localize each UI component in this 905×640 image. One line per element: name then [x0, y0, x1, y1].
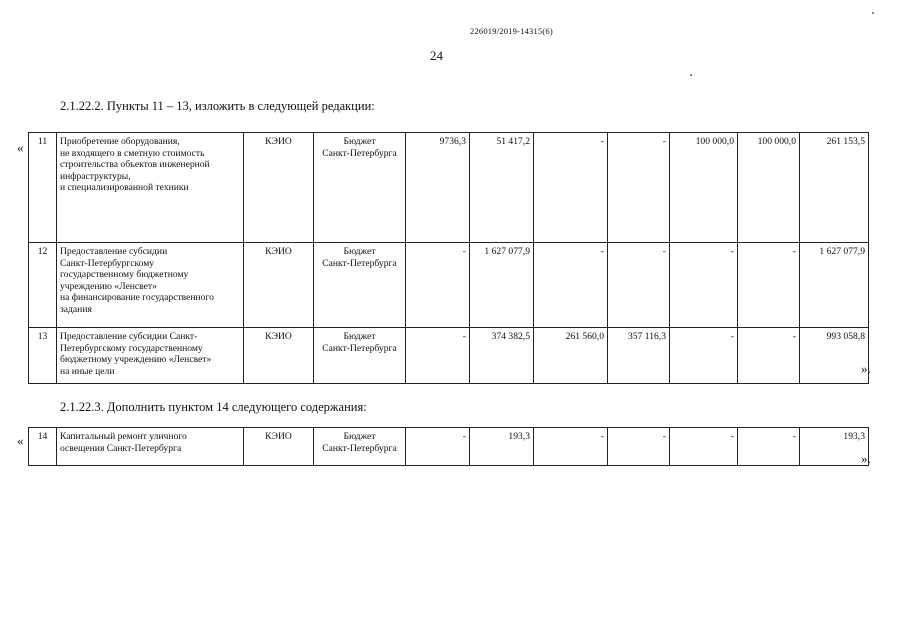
table-row: [29, 428, 869, 466]
value-cell: 1 627 077,9: [470, 243, 534, 328]
value-cell: 261 560,0: [534, 328, 608, 384]
value-cell: -: [670, 428, 738, 466]
page-number: 24: [430, 48, 443, 63]
value-cell: -: [608, 428, 670, 466]
item-name: Предоставление субсидии Санкт- Петербургскому государственному бюджетному учреждению «Ленсвет» на иные цели: [57, 328, 244, 384]
item-source: Бюджет Санкт-Петербурга: [314, 328, 406, 384]
item-name: Приобретение оборудования, не входящего в сметную стоимость строительства объектов инженерной инфраструктуры, и специализированной техники: [57, 133, 244, 243]
value-cell: 357 116,3: [608, 328, 670, 384]
scan-speck: [872, 12, 874, 14]
value-cell: -: [406, 328, 470, 384]
value-cell: 51 417,2: [470, 133, 534, 243]
item-number: 11: [29, 133, 57, 243]
item-executor: КЭИО: [244, 133, 314, 243]
section-heading-2-1-22-3: 2.1.22.3. Дополнить пунктом 14 следующего содержания:: [60, 400, 367, 414]
scan-speck: [690, 74, 692, 76]
total-cell: 1 627 077,9: [800, 243, 869, 328]
open-quote: «: [17, 140, 24, 155]
item-source: Бюджет Санкт-Петербурга: [314, 243, 406, 328]
value-cell: 193,3: [470, 428, 534, 466]
value-cell: 100 000,0: [738, 133, 800, 243]
program-table-items-11-13: [28, 132, 869, 384]
item-name: Капитальный ремонт уличного освещения Санкт-Петербурга: [57, 428, 244, 466]
value-cell: -: [608, 243, 670, 328]
value-cell: -: [534, 133, 608, 243]
value-cell: -: [534, 243, 608, 328]
table-row: [29, 133, 869, 243]
value-cell: -: [406, 243, 470, 328]
value-cell: 374 382,5: [470, 328, 534, 384]
value-cell: 9736,3: [406, 133, 470, 243]
value-cell: -: [738, 243, 800, 328]
table-row: [29, 243, 869, 328]
value-cell: -: [670, 328, 738, 384]
item-name: Предоставление субсидии Санкт-Петербургскому государственному бюджетному учреждению «Ленсвет» на финансирование государственного задания: [57, 243, 244, 328]
total-cell: 193,3: [800, 428, 869, 466]
value-cell: -: [406, 428, 470, 466]
item-executor: КЭИО: [244, 428, 314, 466]
program-table-item-14: [28, 427, 869, 466]
close-quote: ».: [861, 361, 871, 376]
item-number: 14: [29, 428, 57, 466]
value-cell: 100 000,0: [670, 133, 738, 243]
value-cell: -: [534, 428, 608, 466]
document-id: 226019/2019-14315(6): [470, 26, 553, 36]
total-cell: 993 058,8: [800, 328, 869, 384]
item-source: Бюджет Санкт-Петербурга: [314, 428, 406, 466]
item-number: 12: [29, 243, 57, 328]
value-cell: -: [608, 133, 670, 243]
section-heading-2-1-22-2: 2.1.22.2. Пункты 11 – 13, изложить в следующей редакции:: [60, 99, 375, 113]
open-quote: «: [17, 433, 24, 448]
total-cell: 261 153,5: [800, 133, 869, 243]
value-cell: -: [738, 328, 800, 384]
value-cell: -: [670, 243, 738, 328]
item-executor: КЭИО: [244, 328, 314, 384]
item-executor: КЭИО: [244, 243, 314, 328]
item-source: Бюджет Санкт-Петербурга: [314, 133, 406, 243]
close-quote: ».: [861, 451, 871, 466]
table-row: [29, 328, 869, 384]
value-cell: -: [738, 428, 800, 466]
item-number: 13: [29, 328, 57, 384]
